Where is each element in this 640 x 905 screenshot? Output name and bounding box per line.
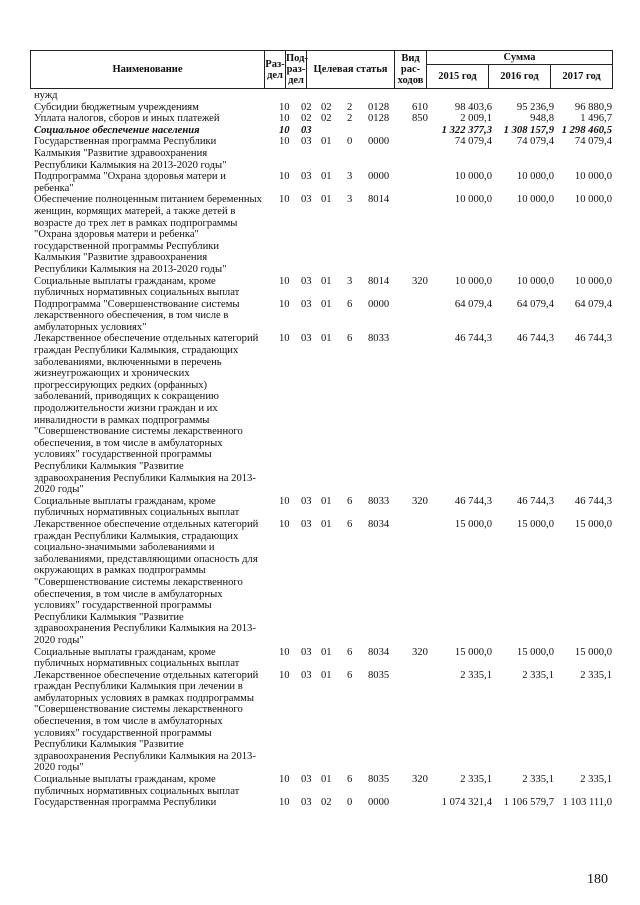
sum-2016-cell: 46 744,3 [516, 495, 554, 507]
podrazdel-cell: 03 [301, 136, 312, 148]
target-program-cell: 01 [321, 646, 332, 658]
razdel-cell: 10 [279, 136, 290, 148]
sum-2016-cell: 15 000,0 [516, 518, 554, 530]
name: нужд [34, 90, 58, 101]
target-code-cell: 0128 [368, 113, 390, 125]
sum-2015-cell: 74 079,4 [454, 136, 492, 148]
sum-2017-cell: 10 000,0 [574, 275, 612, 287]
sum-2017-cell: 46 744,3 [574, 333, 612, 345]
table-row [34, 519, 612, 647]
name: Государственная программа Республики Калмыкия "Развитие здравоохранения Республики Калмыкия на 2013-2020 годы" [34, 136, 227, 171]
header-2017: 2017 год [551, 65, 613, 89]
target-program-cell: 02 [321, 101, 332, 113]
target-program-cell: 01 [321, 669, 332, 681]
sum-2015-cell: 46 744,3 [454, 495, 492, 507]
sum-2015-cell: 10 000,0 [454, 275, 492, 287]
header-podrazdel: Под-раз-дел [286, 51, 307, 89]
table-row [34, 102, 612, 114]
sum-2015-cell: 1 074 321,4 [441, 797, 492, 809]
table-row [34, 194, 612, 275]
podrazdel-cell: 03 [301, 669, 312, 681]
target-code-cell: 8014 [368, 194, 390, 206]
sum-2015-cell: 64 079,4 [454, 298, 492, 310]
sum-2016-cell: 46 744,3 [516, 333, 554, 345]
header-2016: 2016 год [489, 65, 551, 89]
table-row [34, 774, 612, 797]
target-code-cell: 0000 [368, 136, 390, 148]
target-subprogram-cell: 6 [347, 646, 353, 658]
razdel-cell: 10 [279, 669, 290, 681]
expense-type-cell: 320 [412, 646, 428, 658]
target-subprogram-cell: 3 [347, 171, 353, 183]
sum-2016-cell: 74 079,4 [516, 136, 554, 148]
sum-2017-cell: 74 079,4 [574, 136, 612, 148]
name: Лекарственное обеспечение отдельных категорий граждан Республики Калмыкия при лечении в амбулаторных условиях в рамках подпрограммы "Совершенствование системы лекарственного обеспечения, в том числе в амбулаторных условиях" государственной программы Республики Калмыкия "Развитие здравоохранения Республики Калмыкия на 2013-2020 годы" [34, 669, 259, 774]
razdel-cell: 10 [279, 113, 290, 125]
table-row [34, 276, 612, 299]
target-subprogram-cell: 2 [347, 101, 353, 113]
target-subprogram-cell: 3 [347, 275, 353, 287]
header-sum: Сумма [427, 51, 613, 65]
sum-2015-cell: 10 000,0 [454, 194, 492, 206]
header-vid: Вид рас-ходов [395, 51, 427, 89]
name: Уплата налогов, сборов и иных платежей [34, 113, 220, 125]
razdel-cell: 10 [279, 518, 290, 530]
podrazdel-cell: 03 [301, 797, 312, 809]
razdel-cell: 10 [279, 646, 290, 658]
sum-2016-cell: 64 079,4 [516, 298, 554, 310]
razdel-cell: 10 [279, 124, 290, 136]
header-2015: 2015 год [427, 65, 489, 89]
name: Социальное обеспечение населения [34, 124, 200, 136]
sum-2015-cell: 15 000,0 [454, 646, 492, 658]
razdel-cell: 10 [279, 101, 290, 113]
name: Лекарственное обеспечение отдельных категорий граждан Республики Калмыкия, страдающих социально-значимыми заболеваниями и заболеваниями, представляющими опасность для окружающих в рамках подпрограммы "Совершенствование системы лекарственного обеспечения, в том числе в амбулаторных условиях" государственной программы Республики Калмыкия "Развитие здравоохранения Республики Калмыкия на 2013-2020 годы" [34, 518, 259, 646]
sum-2015-cell: 1 322 377,3 [441, 124, 492, 136]
sum-2015-cell: 98 403,6 [454, 101, 492, 113]
razdel-cell: 10 [279, 298, 290, 310]
sum-2015-cell: 10 000,0 [454, 171, 492, 183]
sum-2017-cell: 1 496,7 [580, 113, 612, 125]
sum-2017-cell: 46 744,3 [574, 495, 612, 507]
sum-2017-cell: 1 298 460,5 [561, 124, 612, 136]
podrazdel-cell: 03 [301, 171, 312, 183]
name: Подпрограмма "Совершенствование системы лекарственного обеспечения, в том числе в амбулаторных условиях" [34, 298, 240, 333]
table-row [34, 299, 612, 334]
target-code-cell: 8014 [368, 275, 390, 287]
target-code-cell: 0128 [368, 101, 390, 113]
target-subprogram-cell: 6 [347, 774, 353, 786]
target-program-cell: 01 [321, 275, 332, 287]
razdel-cell: 10 [279, 495, 290, 507]
expense-type-cell: 320 [412, 275, 428, 287]
expense-type-cell: 850 [412, 113, 428, 125]
expense-type-cell: 610 [412, 101, 428, 113]
name: Лекарственное обеспечение отдельных категорий граждан Республики Калмыкия, страдающих заболеваниями, включенными в перечень жизнеугрожающих и хронических прогрессирующих редких (орфанных) заболеваний, приводящих к сокращению продолжительности жизни граждан и их инвалидности в рамках подпрограммы "Совершенствование системы лекарственного обеспечения, в том числе в амбулаторных условиях" государственной программы Республики Калмыкия "Развитие здравоохранения Республики Калмыкия на 2013-2020 годы" [34, 333, 259, 496]
razdel-cell: 10 [279, 774, 290, 786]
target-program-cell: 01 [321, 298, 332, 310]
sum-2017-cell: 1 103 111,0 [562, 797, 612, 809]
podrazdel-cell: 03 [301, 495, 312, 507]
target-code-cell: 8034 [368, 518, 390, 530]
sum-2016-cell: 1 308 157,9 [503, 124, 554, 136]
sum-2015-cell: 2 335,1 [460, 774, 492, 786]
sum-2017-cell: 2 335,1 [580, 774, 612, 786]
podrazdel-cell: 02 [301, 101, 312, 113]
sum-2016-cell: 948,8 [530, 113, 554, 125]
target-code-cell: 0000 [368, 171, 390, 183]
header-razdel: Раз-дел [265, 51, 286, 89]
target-code-cell: 8035 [368, 669, 390, 681]
sum-2016-cell: 10 000,0 [516, 171, 554, 183]
razdel-cell: 10 [279, 797, 290, 809]
razdel-cell: 10 [279, 194, 290, 206]
podrazdel-cell: 03 [301, 333, 312, 345]
table-row [34, 113, 612, 125]
name: Социальные выплаты гражданам, кроме публичных нормативных социальных выплат [34, 646, 240, 670]
podrazdel-cell: 03 [301, 194, 312, 206]
sum-2016-cell: 10 000,0 [516, 194, 554, 206]
podrazdel-cell: 03 [301, 298, 312, 310]
target-program-cell: 01 [321, 333, 332, 345]
name: Обеспечение полноценным питанием беременных женщин, кормящих матерей, а также детей в возрасте до трех лет в рамках подпрограммы "Охрана здоровья матери и ребенка" государственной программы Республики Калмыкия "Развитие здравоохранения Республики Калмыкия на 2013-2020 годы" [34, 194, 262, 275]
name: Государственная программа Республики [34, 797, 217, 809]
sum-2017-cell: 10 000,0 [574, 194, 612, 206]
name: Субсидии бюджетным учреждениям [34, 101, 199, 113]
podrazdel-cell: 03 [301, 774, 312, 786]
name: Социальные выплаты гражданам, кроме публичных нормативных социальных выплат [34, 495, 240, 519]
sum-2017-cell: 64 079,4 [574, 298, 612, 310]
podrazdel-cell: 03 [301, 275, 312, 287]
target-program-cell: 02 [321, 797, 332, 809]
sum-2016-cell: 1 106 579,7 [503, 797, 554, 809]
sum-2015-cell: 15 000,0 [454, 518, 492, 530]
podrazdel-cell: 03 [301, 518, 312, 530]
target-subprogram-cell: 6 [347, 333, 353, 345]
podrazdel-cell: 03 [301, 124, 312, 136]
target-code-cell: 0000 [368, 797, 390, 809]
target-subprogram-cell: 0 [347, 797, 353, 809]
target-program-cell: 01 [321, 194, 332, 206]
target-subprogram-cell: 0 [347, 136, 353, 148]
sum-2017-cell: 2 335,1 [580, 669, 612, 681]
table-row [34, 333, 612, 495]
table-row [34, 171, 612, 194]
podrazdel-cell: 02 [301, 113, 312, 125]
sum-2017-cell: 10 000,0 [574, 171, 612, 183]
target-code-cell: 0000 [368, 298, 390, 310]
target-code-cell: 8034 [368, 646, 390, 658]
table-row [34, 647, 612, 670]
target-subprogram-cell: 6 [347, 518, 353, 530]
name: Социальные выплаты гражданам, кроме публичных нормативных социальных выплат [34, 275, 240, 299]
target-subprogram-cell: 3 [347, 194, 353, 206]
sum-2015-cell: 2 009,1 [460, 113, 492, 125]
page-number: 180 [587, 872, 608, 887]
sum-2015-cell: 46 744,3 [454, 333, 492, 345]
table-row [34, 125, 612, 137]
target-subprogram-cell: 2 [347, 113, 353, 125]
sum-2016-cell: 95 236,9 [516, 101, 554, 113]
target-subprogram-cell: 6 [347, 298, 353, 310]
sum-2016-cell: 15 000,0 [516, 646, 554, 658]
name: Социальные выплаты гражданам, кроме публичных нормативных социальных выплат [34, 774, 240, 797]
expense-type-cell: 320 [412, 495, 428, 507]
razdel-cell: 10 [279, 333, 290, 345]
header-name: Наименование [31, 51, 265, 89]
razdel-cell: 10 [279, 171, 290, 183]
expense-type-cell: 320 [412, 774, 428, 786]
sum-2017-cell: 96 880,9 [574, 101, 612, 113]
table-header [30, 50, 613, 89]
sum-2016-cell: 2 335,1 [522, 669, 554, 681]
target-program-cell: 01 [321, 495, 332, 507]
sum-2015-cell: 2 335,1 [460, 669, 492, 681]
table-row [34, 136, 612, 171]
name: Подпрограмма "Охрана здоровья матери и ребенка" [34, 171, 226, 194]
table-row [34, 496, 612, 519]
header-target: Целевая статья [307, 51, 395, 89]
target-code-cell: 8033 [368, 333, 390, 345]
target-program-cell: 02 [321, 113, 332, 125]
sum-2016-cell: 2 335,1 [522, 774, 554, 786]
razdel-cell: 10 [279, 275, 290, 287]
sum-2017-cell: 15 000,0 [574, 646, 612, 658]
target-subprogram-cell: 6 [347, 669, 353, 681]
target-code-cell: 8033 [368, 495, 390, 507]
sum-2016-cell: 10 000,0 [516, 275, 554, 287]
sum-2017-cell: 15 000,0 [574, 518, 612, 530]
podrazdel-cell: 03 [301, 646, 312, 658]
target-code-cell: 8035 [368, 774, 390, 786]
target-subprogram-cell: 6 [347, 495, 353, 507]
target-program-cell: 01 [321, 136, 332, 148]
table-row [34, 670, 612, 774]
target-program-cell: 01 [321, 171, 332, 183]
table-body [34, 90, 612, 809]
table-row [34, 90, 612, 102]
target-program-cell: 01 [321, 518, 332, 530]
table-row [34, 797, 612, 809]
target-program-cell: 01 [321, 774, 332, 786]
